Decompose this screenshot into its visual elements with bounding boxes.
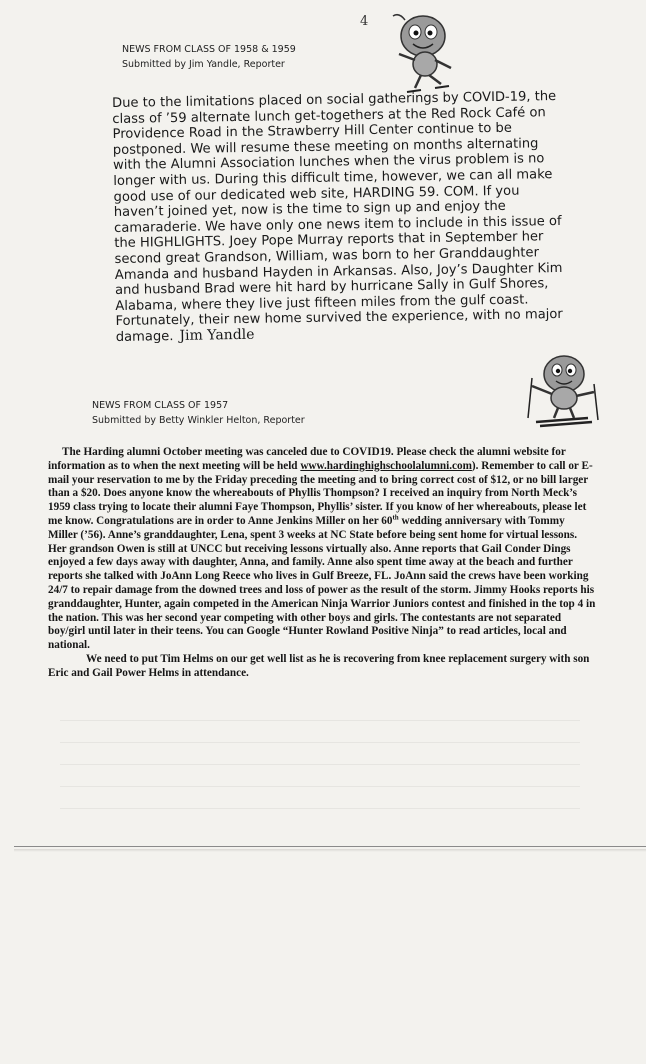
class-1958-1959-article: [112, 89, 572, 346]
bleed-through-line: [60, 786, 580, 787]
bleed-through-line: [60, 742, 580, 743]
class-1957-heading: [92, 398, 305, 428]
class-1957-paragraph-1: [48, 446, 596, 653]
class-1958-1959-title: NEWS FROM CLASS OF 1958 & 1959: [122, 44, 296, 55]
page-fold-line: [14, 846, 646, 847]
class-1958-1959-signature: Jim Yandle: [179, 326, 255, 344]
bleed-through-line: [60, 720, 580, 721]
ordinal-suffix: th: [392, 513, 399, 522]
class-1957-title: NEWS FROM CLASS OF 1957: [92, 400, 229, 411]
bleed-through-line: [60, 808, 580, 809]
alumni-website-link[interactable]: www.hardinghighschoolalumni.com: [300, 459, 472, 472]
class-1957-text-part-3: wedding anniversary with Tommy Miller (’56). Anne’s granddaughter, Lena, spent 3 weeks at NC State before being sent home for virtual lessons. Her grandson Owen is still at UNCC but receiving lessons virtually also. Anne reports that Gail Conder Dings enjoyed a few days away with daughter, Anna, and family. Anne also spent time away at the beach and further reports she talked with JoAnn Long Reece who lives in Gulf Breeze, FL. JoAnn said the crews have been working 24/7 to repair damage from the downed trees and loss of power as the result of the storm. Jimmy Hooks reports his granddaughter, Hunter, again competed in the American Ninja Warrior Juniors contest and finished in the top 4 in the nation. This was her second year competing with other boys and girls. The contestants are not separated boy/girl until later in their teens. You can Google “Hunter Rowland Positive Ninja” to read articles, local and national.: [48, 514, 596, 652]
skating-mascot-icon: [385, 8, 465, 98]
class-1957-text-part-1: The Harding alumni October meeting was canceled due to COVID19. Please check the alumni website for information as to when the next meeting will be held: [48, 446, 566, 472]
class-1958-1959-heading: [122, 42, 296, 72]
class-1958-1959-body: Due to the limitations placed on social gatherings by COVID-19, the class of ’59 alternate lunch get-togethers at the Red Rock Café on Providence Road in the Strawberry Hill Center continue to be postponed. We will resume these meeting on months alternating with the Alumni Association lunches when the virus problem is no longer with us. During this difficult time, however, we can all make good use of our dedicated web site, HARDING 59. COM. If you haven’t joined yet, now is the time to sign up and enjoy the camaraderie. We have only one news item to include in this issue of the HIGHLIGHTS. Joey Pope Murray reports that in September her second great Grandson, William, was born to her Granddaughter Amanda and husband Hayden in Arkansas. Also, Joy’s Daughter Kim and husband Brad were hit hard by hurricane Sally in Gulf Shores, Alabama, where they live just fifteen miles from the gulf coast. Fortunately, their new home survived the experience, with no major damage.: [112, 89, 563, 345]
class-1957-article: [48, 446, 596, 681]
skiing-mascot-icon: [518, 348, 606, 430]
bleed-through-line: [60, 764, 580, 765]
class-1957-reporter: Submitted by Betty Winkler Helton, Reporter: [92, 415, 305, 426]
class-1957-text-part-2: ). Remember to call or E-mail your reservation to me by the Friday preceding the meeting and to bring correct cost of $12, or no bill larger than a $20. Does anyone know the whereabouts of Phyllis Thompson? I received an inquiry from North Meck’s 1959 class trying to locate their alumni Faye Thompson, Phyllis’ sister. If you know of her whereabouts, please let me know. Congratulations are in order to Anne Jenkins Miller on her 60: [48, 459, 593, 527]
class-1957-paragraph-2: We need to put Tim Helms on our get well list as he is recovering from knee replacement surgery with son Eric and Gail Power Helms in attendance.: [48, 652, 590, 679]
page-fold-shadow: [14, 849, 646, 852]
handwritten-page-number: 4: [360, 14, 369, 29]
class-1958-1959-reporter: Submitted by Jim Yandle, Reporter: [122, 59, 285, 70]
